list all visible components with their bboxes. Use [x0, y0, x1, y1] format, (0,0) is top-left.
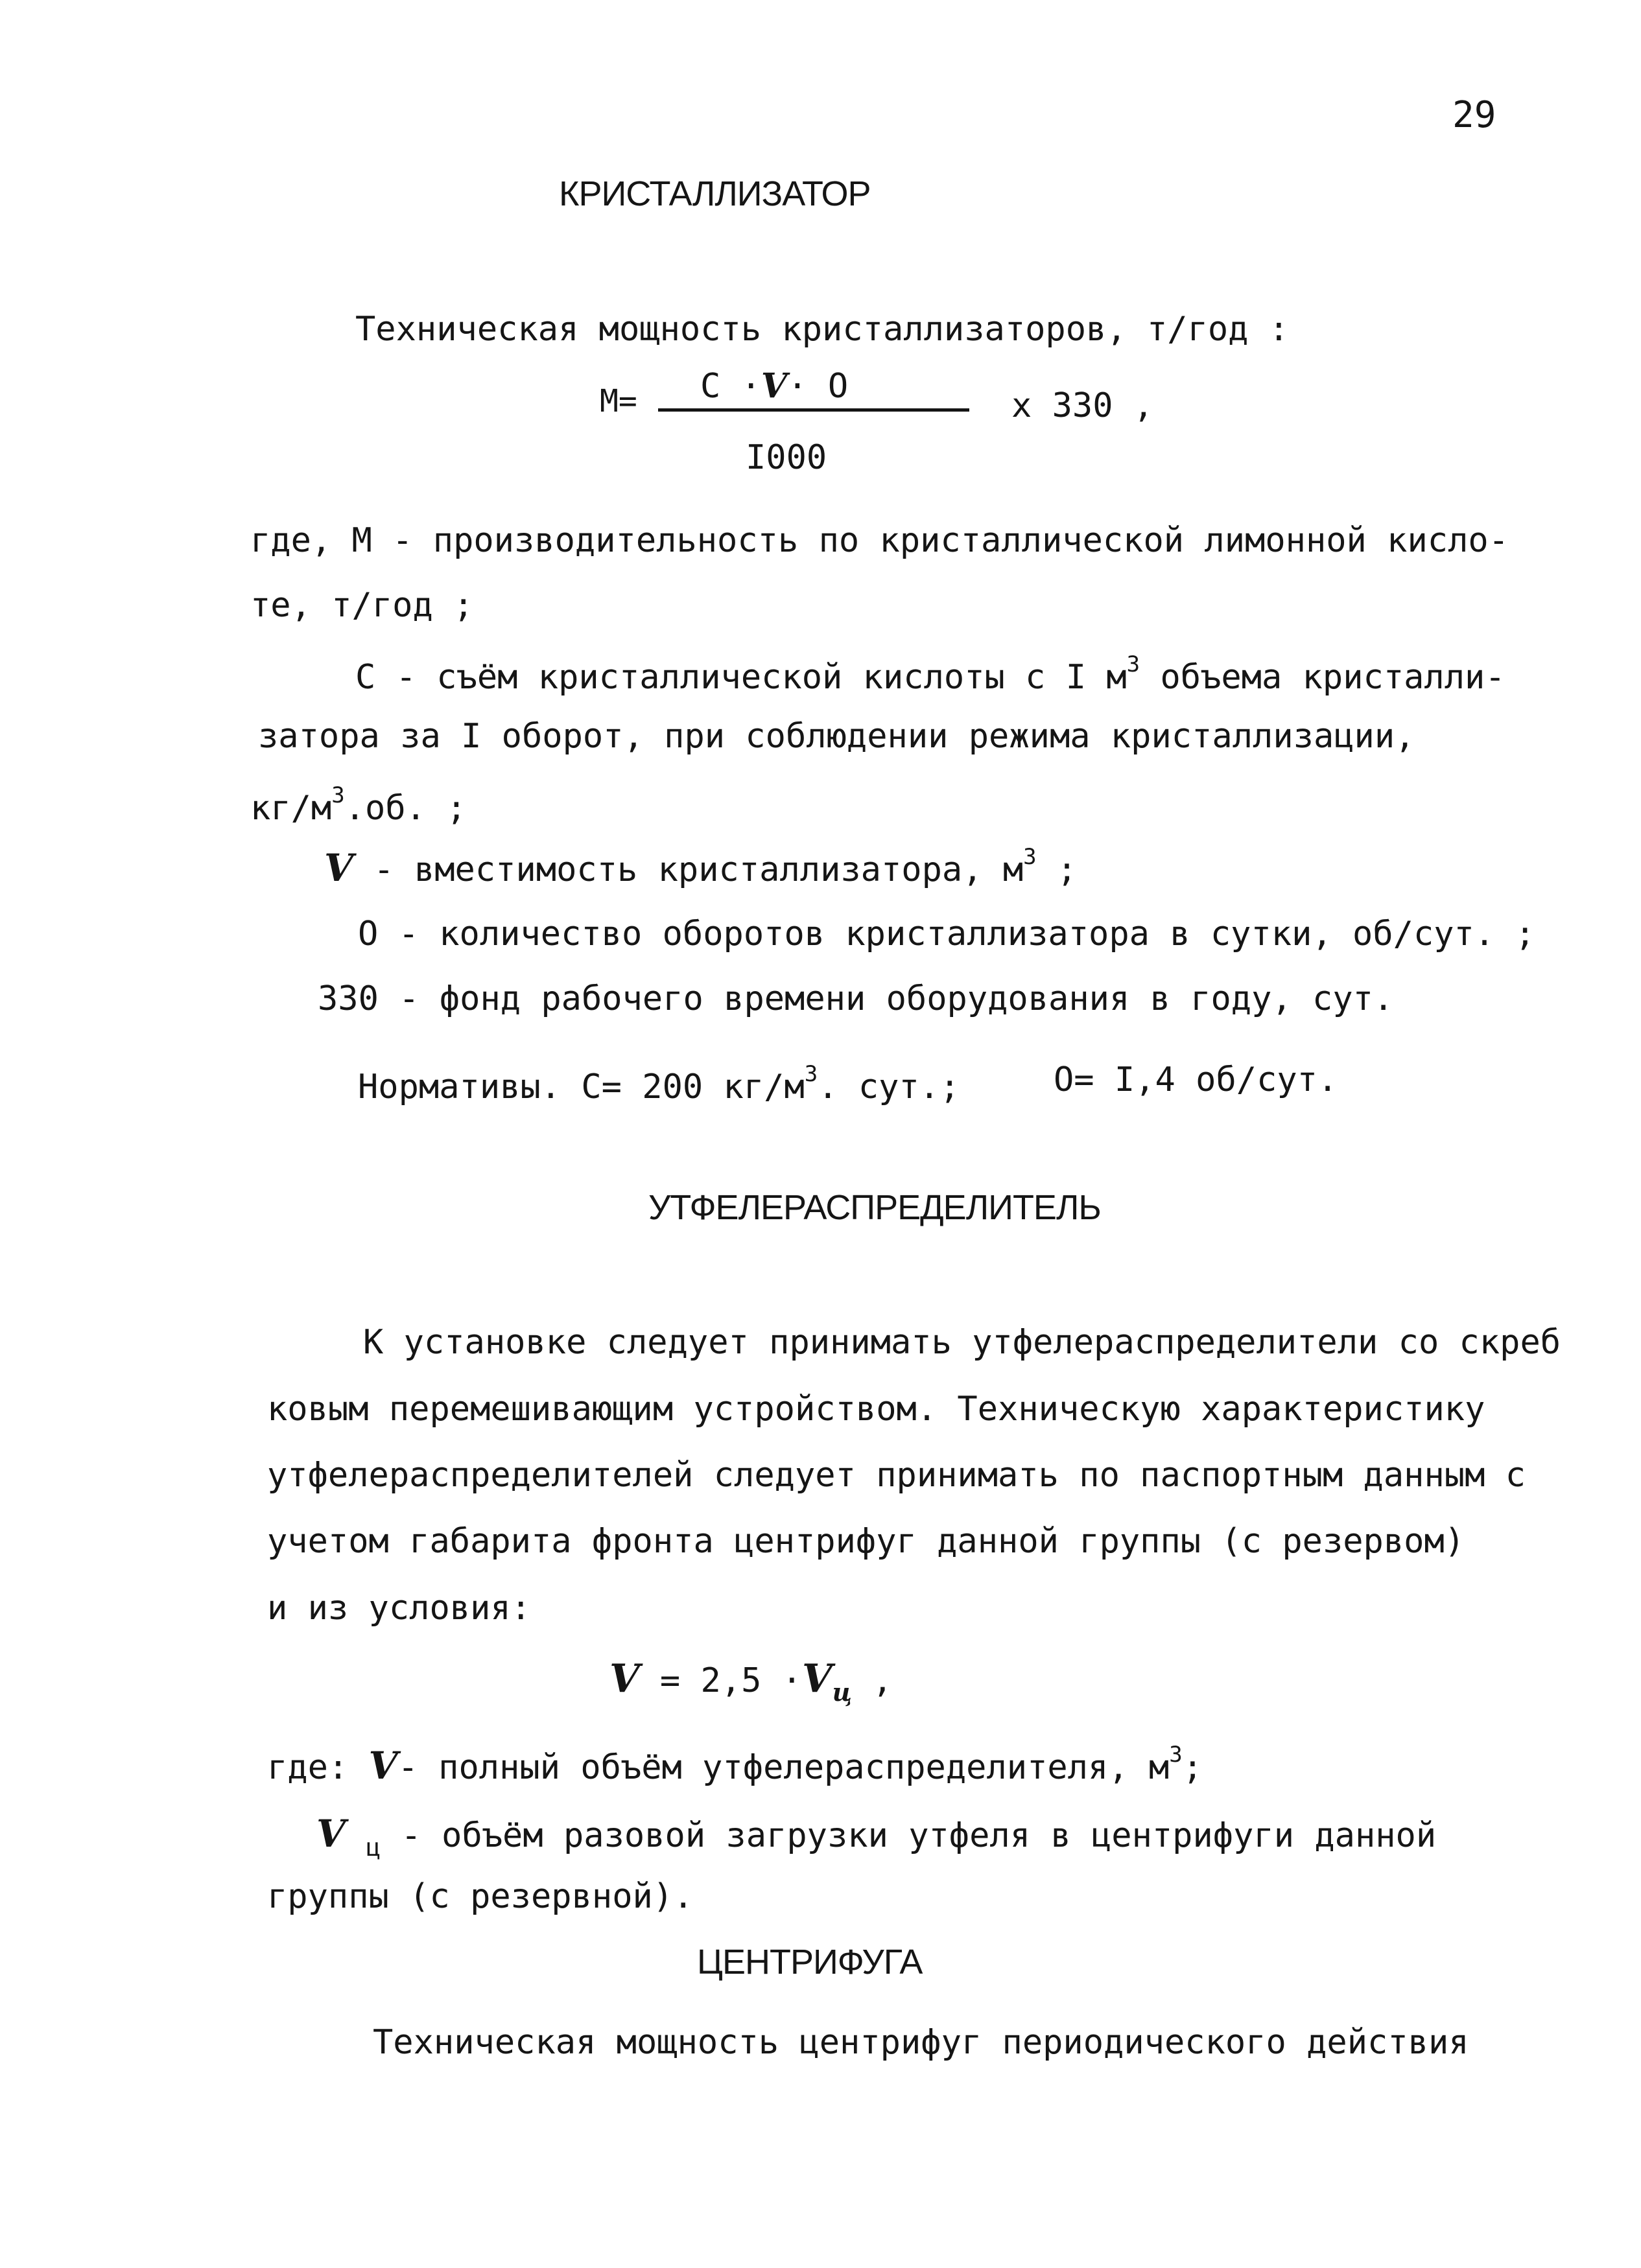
formula-denominator: I000 — [746, 438, 827, 477]
v-variable: V — [316, 1812, 346, 1856]
Vc-def: V $_ц$ - объём разовой загрузки утфеля в центрифуги данной — [316, 1812, 1437, 1862]
C-def-line1: С - съём кристаллической кислоты с I $м^3$ объема кристалли- — [355, 651, 1505, 697]
V-def: V - вместимость кристаллизатора, $м^3$ ; — [324, 844, 1078, 890]
C-def-line2: затора за I оборот, при соблюдении режима кристаллизации, — [258, 717, 1415, 756]
v-variable: V — [609, 1656, 640, 1701]
distributor-p4: учетом габарита фронта центрифуг данной группы (с резервом) — [267, 1522, 1465, 1561]
Vc-def-line2: группы (с резервной). — [267, 1877, 694, 1916]
section-heading-crystallizer: КРИСТАЛЛИЗАТОР — [559, 174, 871, 213]
section-heading-centrifuge: ЦЕНТРИФУГА — [697, 1943, 923, 1982]
C-def-line3: $кг/м^3.об$. ; — [250, 782, 467, 828]
fund-def: 330 - фонд рабочего времени оборудования в году, сут. — [318, 979, 1394, 1018]
vc-variable: V — [802, 1656, 832, 1701]
where-M-line1: где, М - производительность по кристаллической лимонной кисло- — [250, 521, 1509, 560]
page-number: 29 — [1452, 94, 1496, 136]
v-variable: V — [324, 846, 354, 890]
norms: Нормативы. С= 200 $кг/м^3$. сут.; — [358, 1061, 960, 1106]
centrifuge-p1: Техническая мощность центрифуг периодического действия — [373, 2023, 1469, 2062]
formula-multiplier: х 330 , — [1011, 386, 1154, 425]
distributor-formula: $V = 2,5 \cdot V_ц$ , — [609, 1656, 893, 1707]
where-V: где: V- полный объём утфелераспределителя, $м^3$; — [267, 1742, 1203, 1788]
v-variable: V — [761, 366, 788, 406]
distributor-p3: утфелераспределителей следует принимать по паспортным данным с — [267, 1456, 1526, 1495]
formula-numerator: С ·V· О — [700, 366, 849, 406]
norms-O: О= I,4 об/сут. — [1054, 1060, 1338, 1099]
distributor-p5: и из условия: — [267, 1589, 531, 1628]
distributor-p2: ковым перемешивающим устройством. Техническую характеристику — [267, 1390, 1485, 1429]
section-heading-distributor: УТФЕЛЕРАСПРЕДЕЛИТЕЛЬ — [648, 1188, 1101, 1227]
where-M-line2: те, т/год ; — [250, 586, 474, 625]
distributor-p1: К установке следует принимать утфелераспределители со скреб — [363, 1323, 1561, 1362]
fraction-line — [658, 408, 969, 412]
O-def: О - количество оборотов кристаллизатора в сутки, об/сут. ; — [358, 915, 1535, 953]
formula-lhs: М= — [600, 383, 637, 419]
v-variable: V — [368, 1744, 398, 1788]
crystallizer-intro: Техническая мощность кристаллизаторов, т/год : — [355, 310, 1290, 349]
